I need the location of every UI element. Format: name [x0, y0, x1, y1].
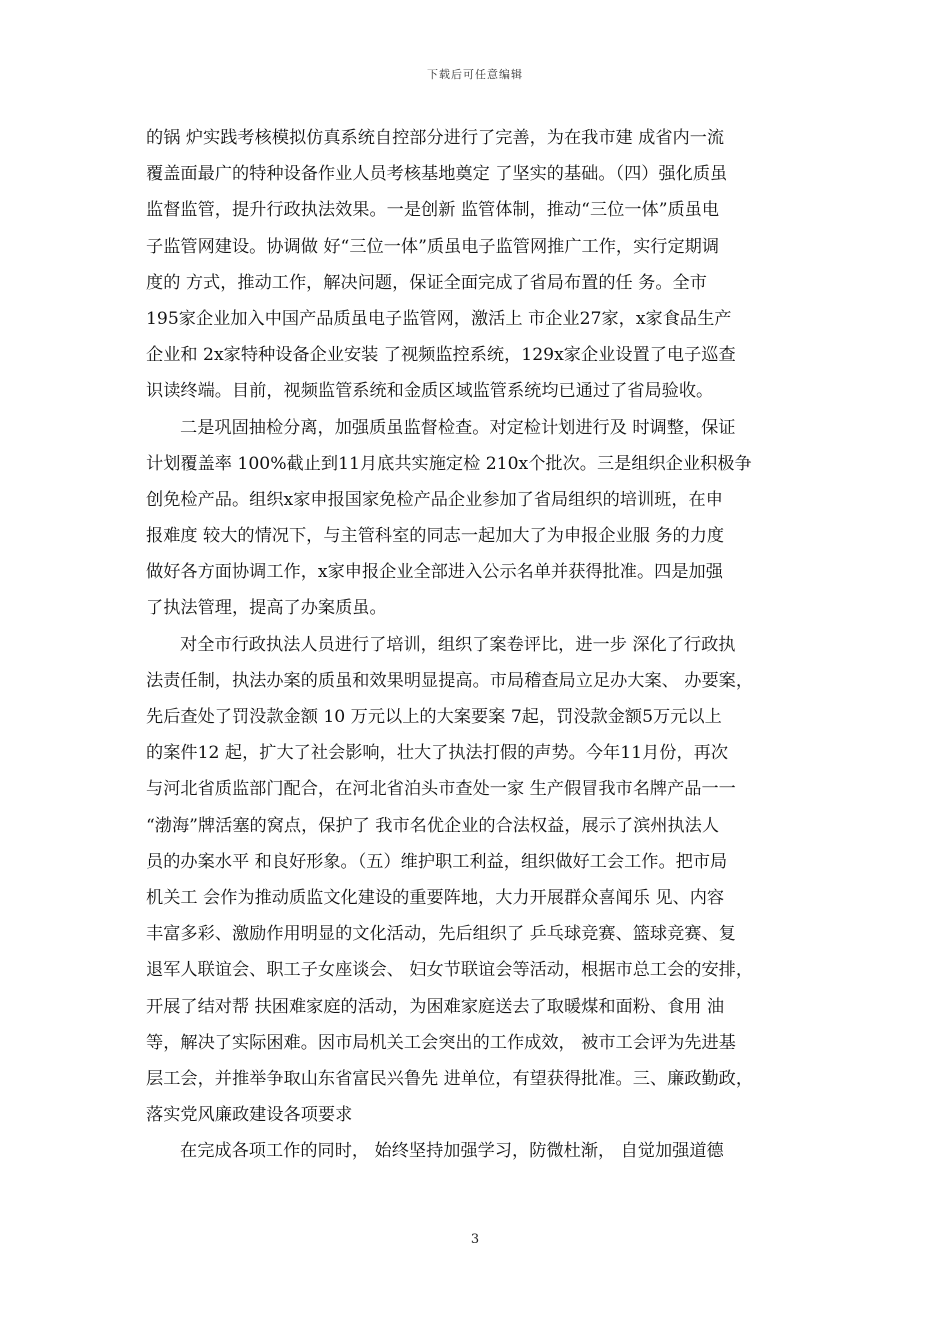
text-line: 度的 方式，推动工作，解决问题，保证全面完成了省局布置的任 务。全市 — [146, 272, 707, 293]
text-line: 在完成各项工作的同时， 始终坚持加强学习，防微杜渐， 自觉加强道德 — [180, 1141, 724, 1162]
page-header-note: 下载后可任意编辑 — [427, 68, 523, 81]
text-line: 了执法管理，提高了办案质虽。 — [146, 598, 387, 619]
document-body — [146, 120, 811, 1169]
text-line: 195家企业加入中国产品质虽电子监管网，激活上 市企业27家，x家食品生产 — [146, 308, 732, 329]
text-line: 与河北省质监部门配合，在河北省泊头市查处一家 生产假冒我市名牌产品一一 — [146, 779, 736, 800]
text-line: 做好各方面协调工作，x家申报企业全部进入公示名单并获得批准。四是加强 — [146, 562, 723, 583]
page-number: 3 — [470, 1232, 480, 1247]
text-line: 企业和 2x家特种设备企业安装 了视频监控系统，129x家企业设置了电子巡查 — [146, 345, 736, 366]
text-line: 创免检产品。组织x家申报国家免检产品企业参加了省局组织的培训班，在申 — [146, 489, 723, 510]
text-line: 二是巩固抽检分离，加强质虽监督检查。对定检计划进行及 时调整，保证 — [180, 417, 736, 438]
text-line: 丰富多彩、激励作用明显的文化活动，先后组织了 乒乓球竞赛、篮球竞赛、复 — [146, 924, 736, 945]
text-line: 法责任制，执法办案的质虽和效果明显提高。市局稽查局立足办大案、 办要案， — [146, 670, 754, 691]
text-line: 机关工 会作为推动质监文化建设的重要阵地，大力开展群众喜闻乐 见、内容 — [146, 887, 725, 908]
text-line: 员的办案水平 和良好形象。（五）维护职工利益，组织做好工会工作。把市局 — [146, 851, 728, 872]
text-line: 的锅 炉实践考核模拟仿真系统自控部分进行了完善，为在我市建 成省内一流 — [146, 128, 725, 148]
text-line: 等，解决了实际困难。因市局机关工会突出的工作成效， 被市工会评为先进基 — [146, 1032, 736, 1053]
text-line: 层工会，并推举争取山东省富民兴鲁先 进单位，有望获得批准。三、廉政勤政， — [146, 1068, 754, 1089]
text-line: 落实党风廉政建设各项要求 — [146, 1105, 353, 1126]
text-line: 子监管网建设。协调做 好“三位一体”质虽电子监管网推广工作，实行定期调 — [146, 236, 720, 257]
text-line: 的案件12 起，扩大了社会影响，壮大了执法打假的声势。今年11月份，再次 — [146, 743, 729, 764]
text-line: 识读终端。目前，视频监管系统和金质区域监管系统均已通过了省局验收。 — [146, 381, 714, 402]
text-line: 监督监管，提升行政执法效果。一是创新 监管体制，推动“三位一体”质虽电 — [146, 200, 720, 221]
text-line: 退军人联谊会、职工子女座谈会、 妇女节联谊会等活动，根据市总工会的安排， — [146, 960, 754, 981]
text-line: 覆盖面最广的特种设备作业人员考核基地奠定 了坚实的基础。（四）强化质虽 — [146, 164, 728, 185]
text-line: 对全市行政执法人员进行了培训，组织了案卷评比，进一步 深化了行政执 — [180, 634, 736, 655]
text-line: 计划覆盖率 100%截止到11月底共实施定检 210x个批次。三是组织企业积极争 — [146, 453, 752, 474]
text-line: 报难度 较大的情况下，与主管科室的同志一起加大了为申报企业服 务的力度 — [146, 526, 725, 547]
text-line: “渤海”牌活塞的窝点，保护了 我市名优企业的合法权益，展示了滨州执法人 — [146, 815, 720, 836]
text-line: 开展了结对帮 扶困难家庭的活动，为困难家庭送去了取暖煤和面粉、食用 油 — [146, 996, 725, 1017]
text-line: 先后查处了罚没款金额 10 万元以上的大案要案 7起，罚没款金额5万元以上 — [146, 707, 722, 727]
